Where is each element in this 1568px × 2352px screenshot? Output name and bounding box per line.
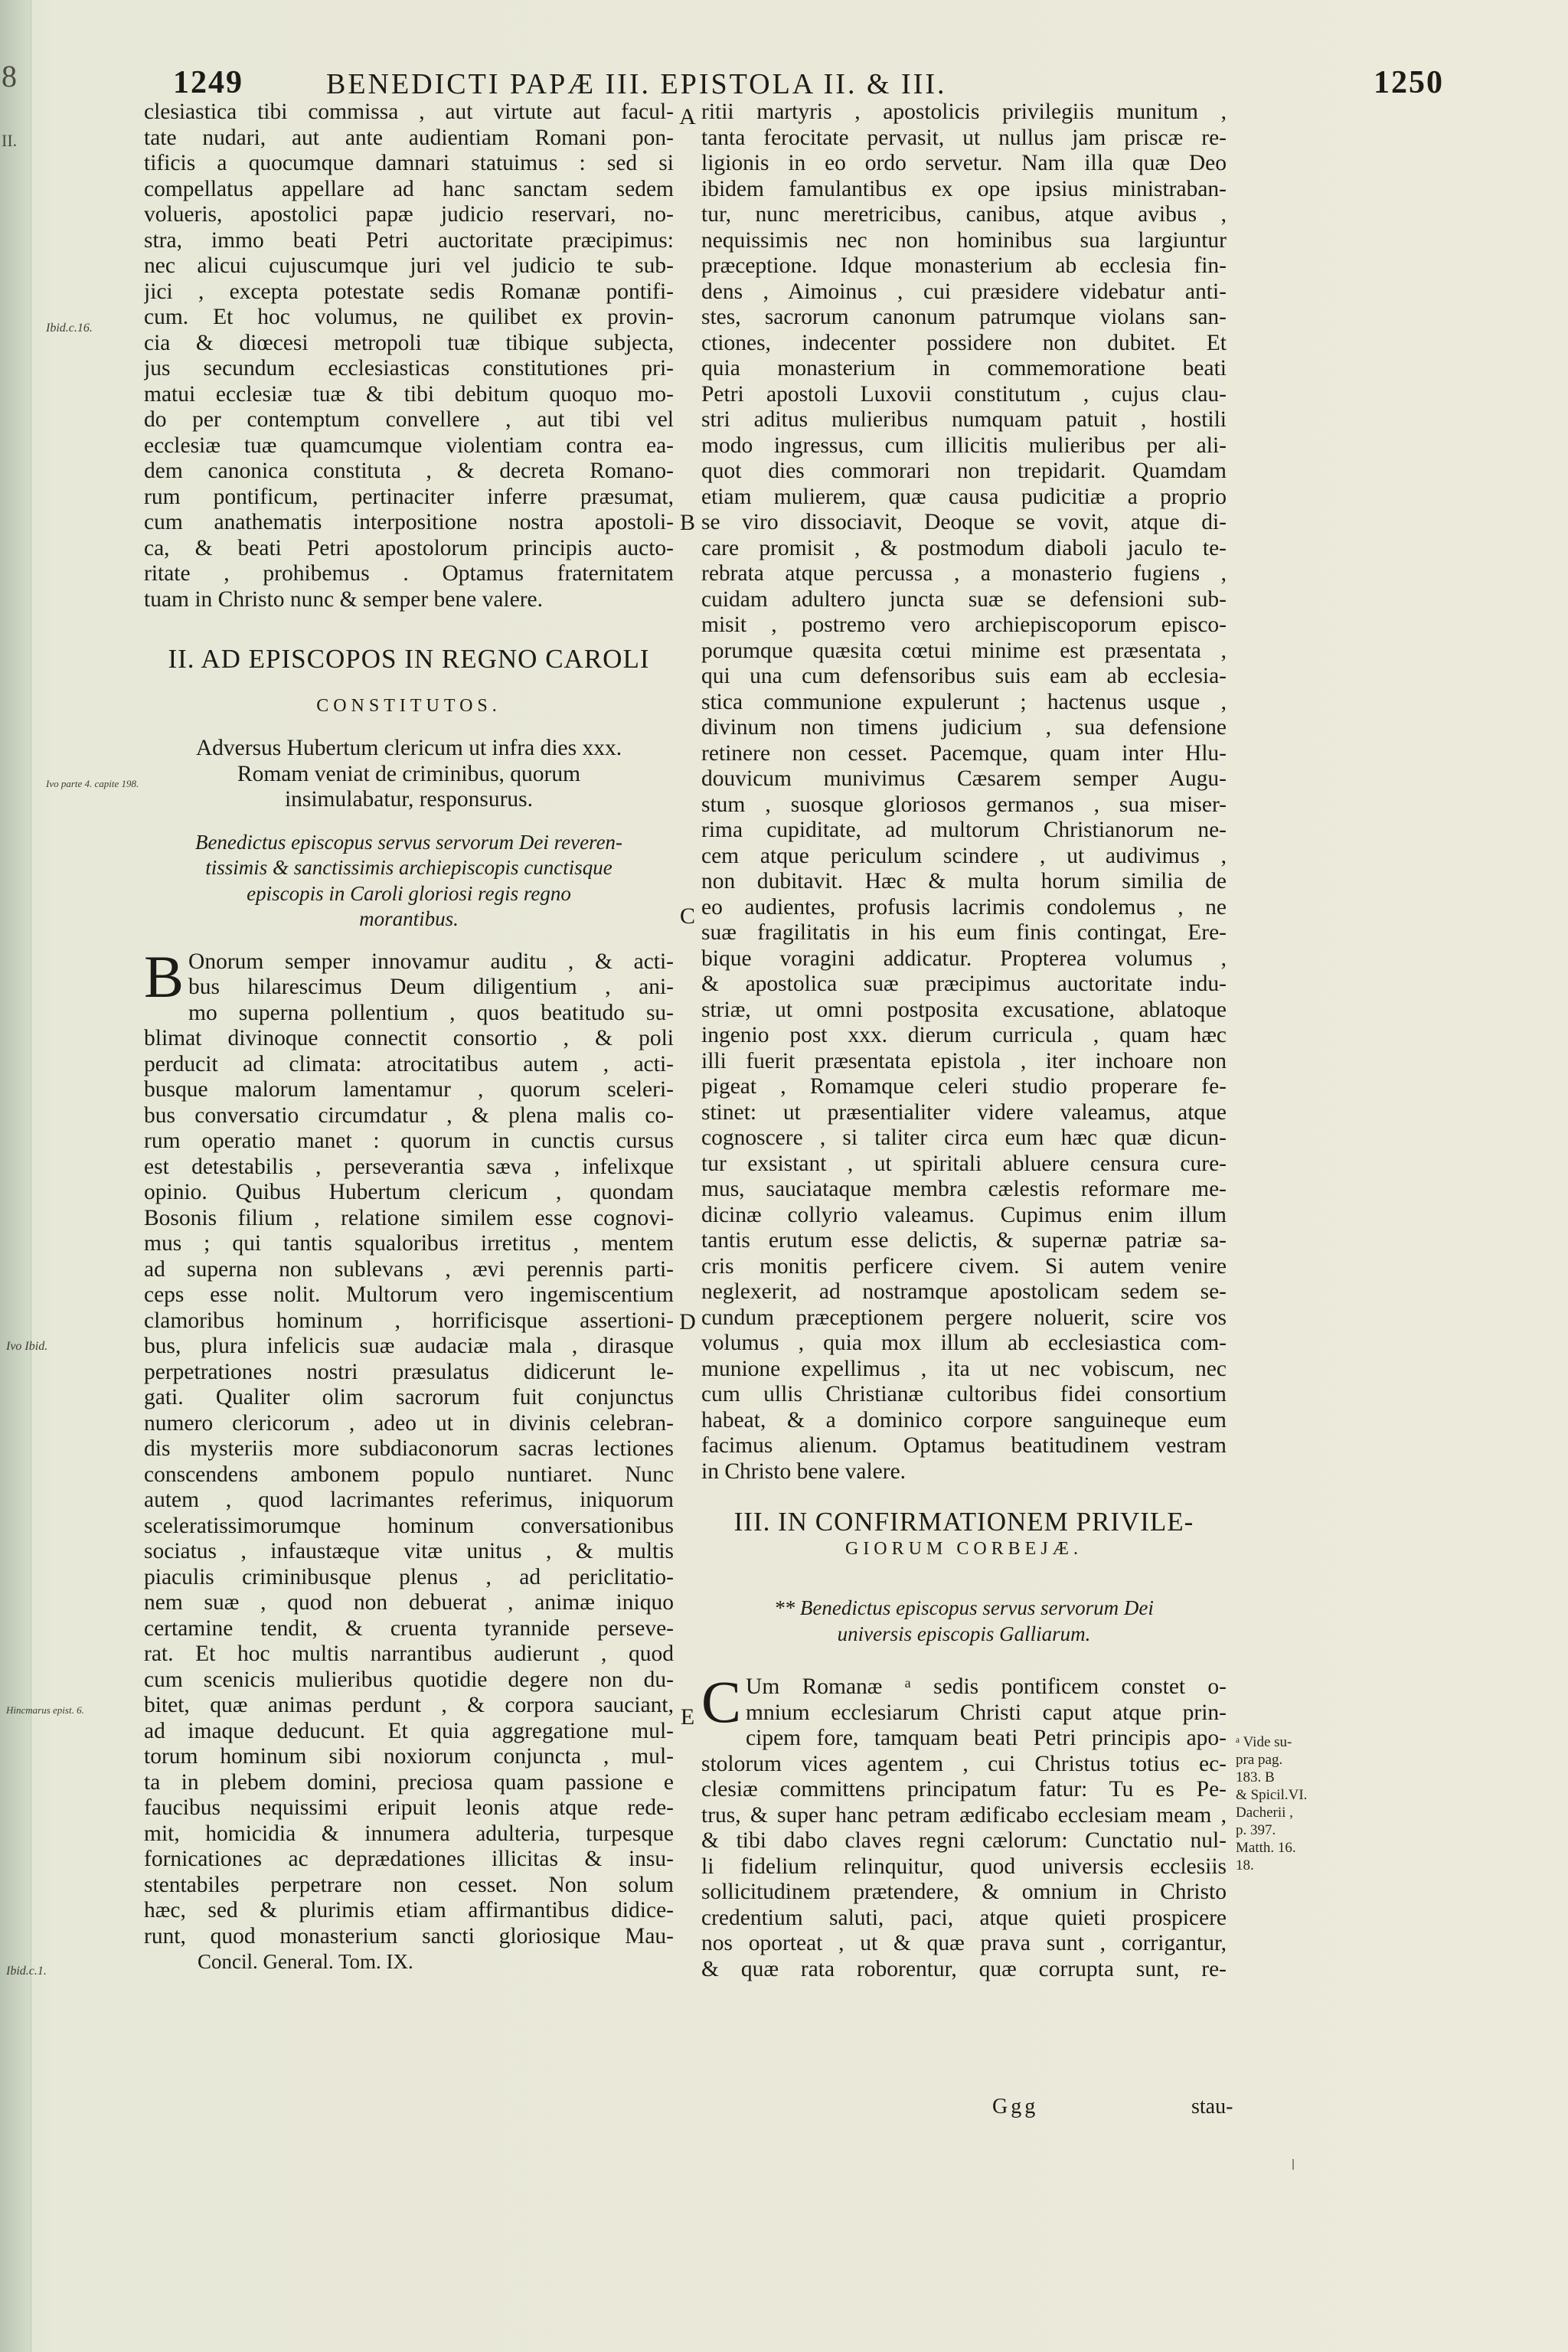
text-line: cris monitis perficere civem. Si autem venire xyxy=(701,1253,1227,1279)
text-line: cipem fore, tamquam beati Petri principis apo- xyxy=(746,1726,1227,1750)
text-line: quot dies commorari non trepidarit. Quamdam xyxy=(701,459,1227,483)
text-line: blimat divinoque connectit consortio , & poli xyxy=(144,1026,674,1050)
salutation-line: tissimis & sanctissimis archiepiscopis cunctisque xyxy=(205,856,612,879)
text-line: matui ecclesiæ tuæ & tibi debitum quoquo mo- xyxy=(144,381,674,407)
text-line: ctiones, indecenter possidere non dubitet. Et xyxy=(701,330,1227,355)
text-line: hæc, sed & plurimis etiam affirmantibus didice- xyxy=(144,1898,674,1922)
text-line: stri aditus mulieribus numquam patuit , hostili xyxy=(701,407,1227,432)
side-note-line: 18. xyxy=(1236,1857,1254,1873)
left-column xyxy=(144,100,674,1975)
text-line: clamoribus hominum , horrificisque assertioni- xyxy=(144,1308,674,1333)
text-line: li fidelium relinquitur, quod universis ecclesiis xyxy=(701,1854,1227,1879)
text-line: cum ullis Christianæ cultoribus fidei consortium xyxy=(701,1382,1227,1406)
text-line: stinet: ut præsentialiter videre valeamus, atque xyxy=(701,1099,1227,1125)
text-line: in Christo bene valere. xyxy=(701,1459,906,1484)
text-line: cem atque periculum scindere , ut audivimus , xyxy=(701,843,1227,868)
margin-note: Ivo parte 4. capite 198. xyxy=(46,778,139,789)
text-line: ibidem famulantibus ex ope ipsius ministraban- xyxy=(701,176,1227,201)
text-line: dem canonica constituta , & decreta Romano- xyxy=(144,459,674,483)
text-line: porumque quæsita cœtui minime est præsentata , xyxy=(701,638,1227,663)
right-page-number: 1250 xyxy=(1374,65,1444,100)
side-note-line: pra pag. xyxy=(1236,1752,1283,1768)
text-line: tur exsistant , ut spiritali abluere censura cure- xyxy=(701,1151,1227,1176)
margin-letter: A xyxy=(679,104,696,129)
gutter-mark: II. xyxy=(2,131,18,150)
text-line: volueris, apostolici papæ judicio reservari, no- xyxy=(144,202,674,227)
salutation-line: universis episcopis Galliarum. xyxy=(837,1622,1091,1645)
section-heading: II. AD EPISCOPOS IN REGNO CAROLI xyxy=(168,644,650,674)
salutation-line: ** Benedictus episcopus servus servorum Dei xyxy=(774,1596,1154,1619)
salutation-line: Benedictus episcopus servus servorum Dei reveren- xyxy=(194,830,623,854)
text-line: torum hominum sibi noxiorum conjuncta , mul- xyxy=(144,1744,674,1769)
text-line: numero clericorum , adeo ut in divinis celebran- xyxy=(144,1410,674,1436)
text-line: se viro dissociavit, Deoque se vovit, atque di- xyxy=(701,510,1227,534)
text-line: stentabiles perpetrare non cesset. Non solum xyxy=(144,1872,674,1897)
drop-cap: B xyxy=(144,942,185,1010)
text-line: credentium saluti, paci, atque quieti prospicere xyxy=(701,1905,1227,1930)
catchword: stau- xyxy=(1191,2095,1233,2118)
text-line: Onorum semper innovamur auditu , & acti- xyxy=(188,949,674,974)
side-note-line: & Spicil.VI. xyxy=(1236,1787,1308,1803)
text-line: mnium ecclesiarum Christi caput atque prin- xyxy=(746,1700,1227,1725)
text-line: tate nudari, aut ante audientiam Romani pon- xyxy=(144,125,674,150)
right-body-text xyxy=(701,1726,1227,1982)
margin-letter: E xyxy=(680,1704,695,1730)
summary-line: Adversus Hubertum clericum ut infra dies xxx. xyxy=(195,736,622,760)
text-line: sociatus , infaustæque vitæ unitus , & multis xyxy=(144,1539,674,1563)
text-line: piaculis criminibusque plenus , ad periclitatio- xyxy=(144,1564,674,1589)
text-line: neglexerit, ad nostramque apostolicam sedem se- xyxy=(701,1279,1227,1304)
summary-line: Romam veniat de criminibus, quorum xyxy=(237,761,581,786)
text-line: divinum non timens judicium , sua defensione xyxy=(701,715,1227,740)
text-line: illi fuerit præsentata epistola , iter inchoare non xyxy=(701,1048,1227,1073)
margin-note: Ibid.c.1. xyxy=(6,1965,47,1978)
text-line: cum. Et hoc volumus, ne quilibet ex provin- xyxy=(144,305,674,329)
left-body-text xyxy=(144,1001,674,1950)
text-line: certamine tendit, & cruenta tyrannide perseve- xyxy=(144,1615,674,1641)
running-title: BENEDICTI PAPÆ III. EPISTOLA II. & III. xyxy=(326,68,947,100)
text-line: rima cupiditate, ad multorum Christianorum ne- xyxy=(701,818,1227,842)
text-line: stolorum vices agentem , cui Christus totius ec- xyxy=(701,1751,1227,1776)
text-line: douvicum munivimus Cæsarem semper Augu- xyxy=(701,766,1227,791)
text-line: cia & diœcesi metropoli tuæ tibique subjecta, xyxy=(144,330,674,355)
margin-letter: B xyxy=(679,510,695,535)
right-text-block xyxy=(701,100,1227,1485)
text-line: conscendens ambonem populo nuntiaret. Nunc xyxy=(144,1462,674,1487)
text-line: sceleratissimorumque hominum conversationibus xyxy=(144,1513,674,1538)
text-line: misit , postremo vero archiepiscoporum episco- xyxy=(701,612,1227,637)
text-line: rebrata atque percussa , a monasterio fugiens , xyxy=(701,561,1227,586)
text-line: perducit ad climata: atrocitatibus autem , acti- xyxy=(144,1051,674,1076)
text-line: qui una cum defensoribus suis eam ab ecclesia- xyxy=(701,664,1227,688)
section-subheading: CONSTITUTOS. xyxy=(316,695,501,716)
text-line: tantis erutum esse delictis, & supernæ patriæ sa- xyxy=(701,1228,1227,1253)
text-line: nos oporteat , ut & quæ prava sunt , corrigantur, xyxy=(701,1931,1227,1955)
text-line: quia monasterium in commemoratione beati xyxy=(701,356,1227,381)
text-line: non dubitavit. Hæc & multa horum similia de xyxy=(701,869,1227,893)
text-line: bus, plura infelicis suæ audaciæ mala , dirasque xyxy=(144,1334,674,1358)
side-note-line: Dacherii , xyxy=(1236,1805,1293,1821)
text-line: dicinæ collyrio valeamus. Cupimus enim illum xyxy=(701,1202,1227,1227)
text-line: cum scenicis mulieribus quotidie degere non du- xyxy=(144,1667,674,1692)
text-line: ritate , prohibemus . Optamus fraternitatem xyxy=(144,561,674,586)
text-line: rum operatio manet : quorum in cunctis cursus xyxy=(144,1129,674,1153)
page-mark xyxy=(1292,2159,1294,2170)
text-line: rum pontificum, pertinaciter inferre præsumat, xyxy=(144,484,674,509)
text-line: ritii martyris , apostolicis privilegiis munitum , xyxy=(701,100,1227,124)
text-line: tificis a quocumque damnari statuimus : sed si xyxy=(144,151,674,175)
text-line: Um Romanæ ᵃ sedis pontificem constet o- xyxy=(746,1674,1227,1699)
text-line: care promisit , & postmodum diaboli jaculo te- xyxy=(701,535,1227,560)
text-line: tur, nunc meretricibus, canibus, atque avibus , xyxy=(701,202,1227,227)
volume-footer: Concil. General. Tom. IX. xyxy=(198,1950,413,1973)
text-line: dens , Aimoinus , cui præsidere videbatur anti- xyxy=(701,279,1227,304)
text-line: clesiastica tibi commissa , aut virtute aut facul- xyxy=(144,100,674,124)
text-line: ceps esse nolit. Multorum vero ingemiscentium xyxy=(144,1282,674,1307)
text-line: pigeat , Romamque celeri studio properare fe- xyxy=(701,1074,1227,1099)
text-line: runt, quod monasterium sancti gloriosique Mau- xyxy=(144,1923,674,1949)
text-line: nec alicui cujuscumque juri vel judicio te sub- xyxy=(144,253,674,278)
text-line: compellatus appellare ad hanc sanctam sedem xyxy=(144,176,674,201)
text-line: busque malorum lamentamur , quorum sceleri- xyxy=(144,1077,674,1102)
text-line: suæ fragilitatis in his eum finis contingat, Ere- xyxy=(701,920,1227,945)
text-line: etiam mulierem, quæ causa pudicitiæ a proprio xyxy=(701,484,1227,509)
text-line: est detestabilis , perseverantia sæva , infelixque xyxy=(144,1154,674,1179)
side-note-line: Matth. 16. xyxy=(1236,1840,1296,1856)
text-line: opinio. Quibus Hubertum clericum , quondam xyxy=(144,1180,674,1204)
text-line: mus ; qui tantis squaloribus irretitus , mentem xyxy=(144,1231,674,1256)
text-line: ca, & beati Petri apostolorum principis aucto- xyxy=(144,535,674,560)
text-line: striæ, ut omni postposita excusatione, ablatoque xyxy=(701,997,1227,1022)
text-line: ad imaque deducunt. Et quia aggregatione mul- xyxy=(144,1718,674,1743)
text-line: mus, sauciataque membra cælestis reformare me- xyxy=(701,1177,1227,1201)
margin-note: Ivo Ibid. xyxy=(6,1340,48,1353)
salutation-line: morantibus. xyxy=(359,907,459,930)
text-line: modo ingressus, cum illicitis mulieribus per ali- xyxy=(701,433,1227,458)
section-subheading: GIORUM CORBEJÆ. xyxy=(844,1538,1083,1559)
text-line: stra, immo beati Petri auctoritate præcipimus: xyxy=(144,227,674,253)
text-line: cuidam adultero juncta suæ se defensioni sub- xyxy=(701,586,1227,612)
text-line: ingenio post xxx. dierum curricula , quam hæc xyxy=(701,1023,1227,1047)
left-page-number: 1249 xyxy=(173,65,243,100)
text-line: bus conversatio circumdatur , & plena malis co- xyxy=(144,1102,674,1128)
text-line: Bosonis filium , relatione similem esse cognovi- xyxy=(144,1205,674,1230)
text-line: cundum præceptionem pergere noluerit, scire vos xyxy=(701,1305,1227,1330)
text-line: tanta ferocitate pervasit, ut nullus jam priscæ re- xyxy=(701,125,1227,150)
text-line: nem suæ , quod non debuerat , animæ iniquo xyxy=(144,1590,674,1615)
text-line: ligionis in eo ordo servetur. Nam illa quæ Deo xyxy=(701,151,1227,175)
opening-paragraph xyxy=(144,942,674,1010)
margin-letter: D xyxy=(679,1309,696,1334)
text-line: cum anathematis interpositione nostra apostoli- xyxy=(144,510,674,534)
text-line: volumus , quia mox illum ab ecclesiastica com- xyxy=(701,1331,1227,1355)
text-line: Petri apostoli Luxovii constitutum , cujus clau- xyxy=(701,381,1227,407)
text-line: ad superna non sublevans , ævi perennis parti- xyxy=(144,1256,674,1282)
text-line: mit, homicidia & innumera adulteria, turpesque xyxy=(144,1821,674,1846)
text-line: mo superna pollentium , quos beatitudo su- xyxy=(188,1000,674,1025)
text-line: gati. Qualiter olim sacrorum fuit conjunctus xyxy=(144,1385,674,1410)
side-notes xyxy=(1236,1733,1351,1874)
text-line: ecclesiæ tuæ quamcumque violentiam contra ea- xyxy=(144,433,674,458)
text-line: jus secundum ecclesiasticas constitutiones pri- xyxy=(144,356,674,381)
text-line: dis mysteriis more subdiaconorum sacras lectiones xyxy=(144,1436,674,1461)
text-line: stica communione expulerunt ; hactenus usque , xyxy=(701,689,1227,714)
text-line: rat. Et hoc multis narrantibus audierunt , quod xyxy=(144,1642,674,1666)
margin-note: Ibid.c.16. xyxy=(46,322,93,335)
text-line: autem , quod lacrimantes referimus, iniquorum xyxy=(144,1488,674,1512)
text-line: do per contemptum convellere , aut tibi vel xyxy=(144,407,674,432)
margin-letter: C xyxy=(679,903,695,929)
text-line: ta in plebem domini, preciosa quam passione e xyxy=(144,1769,674,1795)
text-line: bique voragini addicatur. Propterea volumus , xyxy=(701,946,1227,971)
left-text-block xyxy=(144,100,674,612)
text-line: & tibi dabo claves regni cælorum: Cunctatio nul- xyxy=(701,1828,1227,1853)
text-line: retinere non cesset. Pacemque, quam inter Hlu- xyxy=(701,740,1227,766)
drop-cap: C xyxy=(701,1668,742,1735)
text-line: jici , excepta potestate sedis Romanæ pontifi- xyxy=(144,279,674,304)
text-line: munione expellimus , ita ut nec vobiscum, nec xyxy=(701,1356,1227,1381)
text-line: bitet, quæ animas perdunt , & corpora sauciant, xyxy=(144,1693,674,1717)
text-line: clesiæ committens principatum fatur: Tu es Pe- xyxy=(701,1777,1227,1802)
text-line: habeat, & a dominico corpore sanguineque eum xyxy=(701,1407,1227,1432)
text-line: facimus alienum. Optamus beatitudinem vestram xyxy=(701,1433,1227,1458)
gutter-mark: 8 xyxy=(2,59,17,93)
text-line: stum , suosque gloriosos germanos , sua miser- xyxy=(701,792,1227,817)
summary-line: insimulabatur, responsurus. xyxy=(284,787,534,812)
text-line: fornicationes ac deprædationes illicitas & insu- xyxy=(144,1847,674,1871)
opening-paragraph xyxy=(701,1668,1227,1735)
text-line: & apostolica suæ præcipimus auctoritate indu- xyxy=(701,972,1227,996)
text-line: trus, & super hanc petram ædificabo ecclesiam meam , xyxy=(701,1802,1227,1828)
side-note-line: 183. B xyxy=(1236,1769,1275,1785)
text-line: cognoscere , si taliter circa eum hæc quæ dicun- xyxy=(701,1125,1227,1150)
text-line: sollicitudinem prætendere, & omnium in Christo xyxy=(701,1880,1227,1904)
salutation-line: episcopis in Caroli gloriosi regis regno xyxy=(247,881,571,905)
previous-page-margin xyxy=(0,0,31,2352)
side-note-line: ᵃ Vide su- xyxy=(1236,1734,1292,1750)
section-heading: III. IN CONFIRMATIONEM PRIVILE- xyxy=(733,1507,1194,1537)
text-line: faucibus nequissimi eripuit leonis atque rede- xyxy=(144,1795,674,1820)
text-line: præceptione. Idque monasterium ab ecclesia fin- xyxy=(701,253,1227,278)
text-line: nequissimis nec non hominibus sua largiuntur xyxy=(701,227,1227,253)
text-line: stes, sacrorum canonum patrumque violans san- xyxy=(701,305,1227,329)
side-note-line: p. 397. xyxy=(1236,1822,1276,1838)
right-column xyxy=(701,100,1227,1982)
text-line: & quæ rata roborentur, quæ corrupta sunt, re- xyxy=(701,1956,1227,1981)
text-line: eo audientes, profusis lacrimis condolemus , ne xyxy=(701,894,1227,920)
text-line: tuam in Christo nunc & semper bene valere. xyxy=(144,586,544,612)
text-line: perpetrationes nostri præsulatus didicerunt le- xyxy=(144,1359,674,1384)
margin-note: Hincmarus epist. 6. xyxy=(6,1704,84,1716)
signature-mark: Ggg xyxy=(992,2095,1039,2118)
text-line: bus hilarescimus Deum diligentium , ani- xyxy=(188,975,674,999)
